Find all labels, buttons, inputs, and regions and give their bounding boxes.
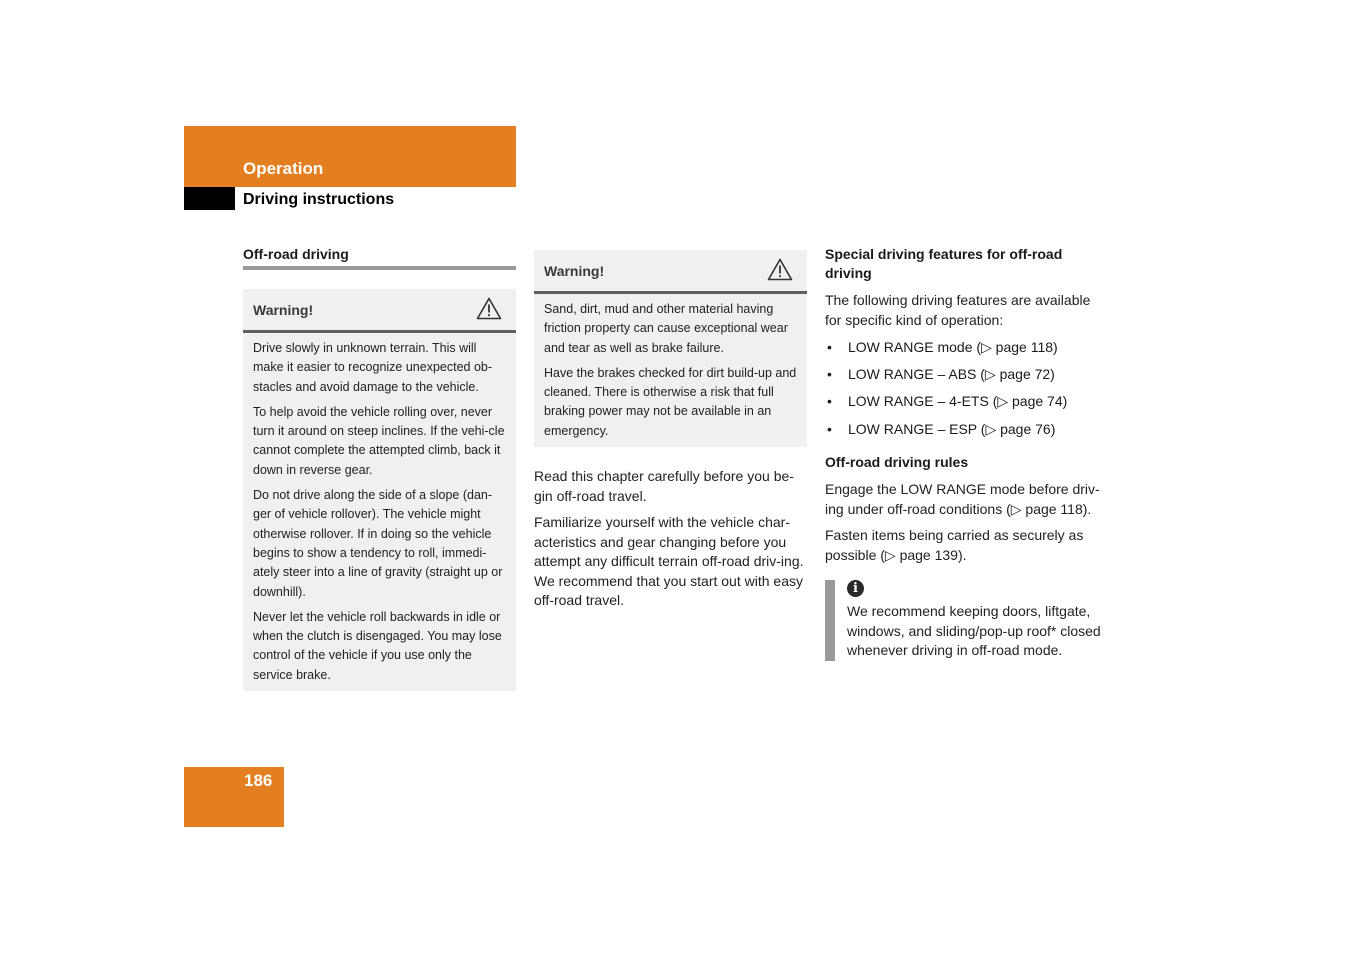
warning-triangle-icon	[476, 297, 502, 323]
header-orange-bar	[184, 126, 516, 187]
body-text	[534, 467, 807, 611]
section-title: Operation	[243, 159, 324, 178]
warning-paragraph: Drive slowly in unknown terrain. This will make it easier to recognize unexpected ob-stacles and avoid damage to the vehicle.	[253, 341, 493, 394]
column-left	[243, 245, 516, 691]
list-item: • LOW RANGE mode (▷ page 118)	[825, 338, 1107, 358]
info-icon: i	[847, 580, 864, 597]
warning-title: Warning!	[253, 301, 314, 318]
heading-rule	[243, 266, 516, 270]
warning-paragraph: Do not drive along the side of a slope (dan-ger of vehicle rollover). The vehicle might otherwise rollover. If in doing so the vehicle begins to show a tendency to roll, immedi-ately steer into a line of gravity (straight up or downhill).	[253, 488, 503, 599]
info-text: We recommend keeping doors, liftgate, windows, and sliding/pop-up roof* closed whenever driving in off-road mode.	[847, 603, 1101, 659]
warning-body	[534, 294, 807, 447]
rules-text	[825, 480, 1107, 565]
rule-paragraph: Fasten items being carried as securely as possible (▷ page 139).	[825, 527, 1084, 563]
column-middle	[534, 250, 807, 618]
list-item: • LOW RANGE – ABS (▷ page 72)	[825, 365, 1107, 385]
off-road-driving-heading: Off-road driving	[243, 246, 349, 262]
warning-title: Warning!	[544, 262, 605, 279]
column-right	[825, 245, 1107, 661]
body-text	[825, 291, 1107, 330]
warning-paragraph: Sand, dirt, mud and other material having friction property can cause exceptional wear and tear as well as brake failure.	[544, 302, 788, 355]
features-list	[825, 338, 1107, 439]
warning-header	[243, 289, 516, 333]
header-black-tab	[184, 187, 235, 210]
subsection-title: Driving instructions	[243, 191, 395, 208]
page-number: 186	[244, 771, 273, 790]
list-item: • LOW RANGE – 4-ETS (▷ page 74)	[825, 392, 1107, 412]
info-box	[825, 580, 1107, 661]
rules-heading: Off-road driving rules	[825, 454, 969, 471]
special-features-heading: Special driving features for off-road driving	[825, 246, 1063, 281]
rule-paragraph: Engage the LOW RANGE mode before driv-ing under off-road conditions (▷ page 118).	[825, 481, 1100, 517]
warning-paragraph: Never let the vehicle roll backwards in idle or when the clutch is disengaged. You may lose control of the vehicle if you use only the service brake.	[253, 609, 502, 682]
info-bar	[825, 580, 835, 661]
warning-body	[243, 333, 516, 691]
warning-triangle-icon	[767, 258, 793, 284]
warning-header	[534, 250, 807, 294]
intro-paragraph: The following driving features are available for specific kind of operation:	[825, 292, 1091, 328]
list-item: • LOW RANGE – ESP (▷ page 76)	[825, 420, 1107, 440]
warning-box	[534, 250, 807, 447]
warning-box	[243, 289, 516, 691]
warning-paragraph: To help avoid the vehicle rolling over, never turn it around on steep inclines. If the vehi-cle cannot complete the attempted climb, back it down in reverse gear.	[253, 404, 505, 477]
body-paragraph: Read this chapter carefully before you be-gin off-road travel.	[534, 468, 794, 504]
body-paragraph: Familiarize yourself with the vehicle char-acteristics and gear changing before you attempt any difficult terrain off-road driv-ing. We recommend that you start out with easy off-road travel.	[534, 514, 804, 609]
warning-paragraph: Have the brakes checked for dirt build-up and cleaned. There is otherwise a risk that full braking power may not be available in an emergency.	[544, 365, 797, 438]
